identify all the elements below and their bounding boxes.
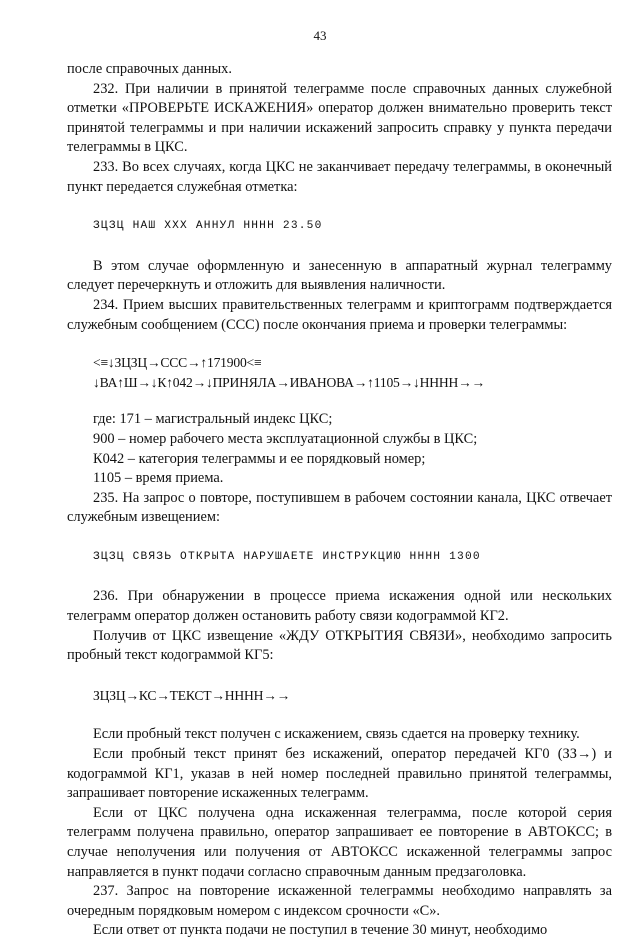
kg5-message: ЗЦЗЦ→КС→ТЕКСТ→НННН→→ bbox=[93, 687, 290, 703]
paragraph-continuation: после справочных данных. bbox=[67, 61, 232, 77]
legend-line-1: где: 171 – магистральный индекс ЦКС; bbox=[93, 411, 333, 428]
paragraph-test-distorted: Если пробный текст получен с искажением, связь сдается на проверку технику. bbox=[93, 726, 580, 743]
page-number: 43 bbox=[313, 28, 327, 43]
paragraph-235: 235. На запрос о повторе, поступившем в рабочем состоянии канала, ЦКС отвечает служебным извещением: bbox=[67, 489, 612, 526]
paragraph-237-timeout: Если ответ от пункта подачи не поступил в течение 30 минут, необходимо bbox=[93, 922, 548, 939]
paragraph-232: 232. При наличии в принятой телеграмме после справочных данных служебной отметки «ПРОВЕРЬТЕ ИСКАЖЕНИЯ» оператор должен внимательно проверить текст принятой телеграммы и при наличии искажений запросить справку у пункта передачи телеграммы в ЦКС. bbox=[67, 80, 612, 156]
service-message-open: ЗЦЗЦ СВЯЗЬ ОТКРЫТА НАРУШАЕТЕ ИНСТРУКЦИЮ НННН 1300 bbox=[93, 550, 481, 563]
legend-line-2: 900 – номер рабочего места эксплуатационной службы в ЦКС; bbox=[93, 430, 478, 447]
ccc-message-line-2: ↓ВА↑Ш→↓К↑042→↓ПРИНЯЛА→ИВАНОВА→↑1105→↓НННН→→ bbox=[93, 374, 485, 390]
paragraph-avtokss: Если от ЦКС получена одна искаженная телеграмма, после которой серия телеграмм получена правильно, оператор запрашивает ее повторение в АВТОКСС; в случае неполучения или получения от АВТОКСС искаженной телеграммы запрос направляется в пункт подачи согласно справочным данным предзаголовка. bbox=[67, 804, 612, 880]
paragraph-236: 236. При обнаружении в процессе приема искажения одной или нескольких телеграмм оператор должен остановить работу связи кодограммой КГ2. bbox=[67, 588, 612, 625]
page-body bbox=[67, 60, 612, 941]
paragraph-test-clean: Если пробный текст принят без искажений, оператор передачей КГ0 (ЗЗ→) и кодограммой КГ1, указав в ней номер последней правильно принятой телеграммы, запрашивает повторение искаженных телеграмм. bbox=[67, 746, 612, 802]
paragraph-237: 237. Запрос на повторение искаженной телеграммы необходимо направлять за очередным порядковым номером с индексом срочности «С». bbox=[67, 883, 612, 919]
paragraph-234: 234. Прием высших правительственных телеграмм и криптограмм подтверждается служебным сообщением (ССС) после окончания приема и проверки телеграммы: bbox=[67, 296, 612, 333]
paragraph-236-request: Получив от ЦКС извещение «ЖДУ ОТКРЫТИЯ СВЯЗИ», необходимо запросить пробный текст кодограммой КГ5: bbox=[67, 627, 612, 664]
legend-line-4: 1105 – время приема. bbox=[93, 470, 224, 487]
ccc-message-line-1: <≡↓ЗЦЗЦ→ССС→↑171900<≡ bbox=[93, 355, 262, 371]
paragraph-233-note: В этом случае оформленную и занесенную в аппаратный журнал телеграмму следует перечеркнуть и отложить для выявления наличности. bbox=[67, 257, 612, 294]
paragraph-233: 233. Во всех случаях, когда ЦКС не заканчивает передачу телеграммы, в оконечный пункт передается служебная отметка: bbox=[67, 158, 612, 195]
legend-line-3: К042 – категория телеграммы и ее порядковый номер; bbox=[93, 450, 426, 467]
service-message-cancel: ЗЦЗЦ НАШ XXX АННУЛ НННН 23.50 bbox=[93, 220, 323, 233]
